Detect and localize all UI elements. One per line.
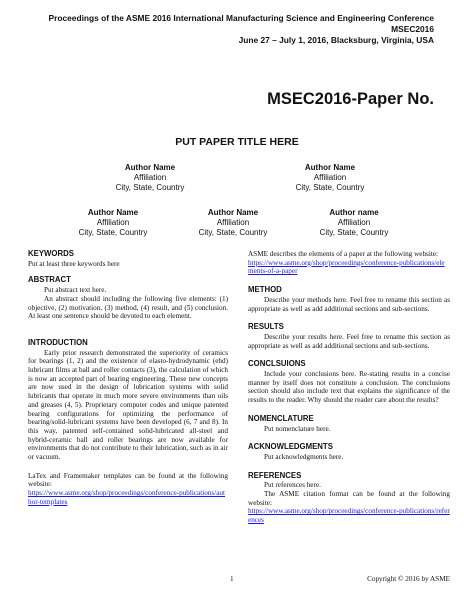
header-line-1: Proceedings of the ASME 2016 International Manufacturing Science and Engineering Conference	[48, 13, 434, 23]
nomenclature-heading: NOMENCLATURE	[248, 413, 314, 423]
paper-title: PUT PAPER TITLE HERE	[175, 136, 299, 148]
results-heading: RESULTS	[248, 322, 284, 332]
acknowledgments-heading: ACKNOWLEDGMENTS	[248, 442, 333, 452]
author-block-1	[85, 163, 215, 193]
author-location: City, State, Country	[198, 228, 268, 237]
author-block-3	[48, 208, 178, 238]
keywords-text: Put at least three keywords here	[28, 259, 120, 268]
author-location: City, State, Country	[78, 228, 148, 237]
author-location: City, State, Country	[319, 228, 389, 237]
author-affiliation: Affiliation	[96, 218, 130, 227]
asme-elements-text: ASME describes the elements of a paper at the following website:	[248, 250, 439, 258]
author-name: Author Name	[124, 163, 176, 172]
author-block-2	[265, 163, 395, 193]
abstract-paragraph-1: Put abstract text here.	[44, 286, 107, 295]
author-affiliation: Affiliation	[133, 173, 167, 182]
latex-templates-text: LaTex and Framemaker templates can be found at the following website:	[28, 471, 228, 489]
header-line-3: June 27 – July 1, 2016, Blacksburg, Virginia, USA	[238, 35, 434, 45]
references-link[interactable]: https://www.asme.org/shop/proceedings/conference-publications/references	[248, 507, 450, 525]
page-number: 1	[230, 575, 234, 583]
abstract-paragraph-2: An abstract should including the following five elements: (1) objective, (2) motivation, (3) method, (4) result, and (5) conclusion. At least one sentence should be devoted to each element.	[28, 294, 228, 321]
results-text: Describe your results here. Feel free to rename this section as appropriate as well as add additional sections and sub-sections.	[248, 332, 450, 350]
copyright: Copyright © 2016 by ASME	[367, 575, 450, 583]
conclusions-text: Include your conclusions here. Re-stating results in a concise manner by itself does not constitute a conclusion. The conclusions section should also include text that explains the significance of the results to the reader. Why should the reader care about the results?	[248, 370, 450, 405]
right-column	[248, 250, 450, 525]
references-text-1: Put references here.	[264, 481, 321, 490]
author-templates-link[interactable]: https://www.asme.org/shop/proceedings/conference-publications/author-templates	[28, 489, 226, 506]
author-block-4	[168, 208, 298, 238]
author-name: Author name	[329, 208, 379, 217]
author-name: Author Name	[304, 163, 356, 172]
conclusions-heading: CONCLSUIONS	[248, 359, 306, 369]
author-affiliation: Affiliation	[337, 218, 371, 227]
elements-of-paper-link[interactable]: https://www.asme.org/shop/proceedings/conference-publications/elements-of-a-paper	[248, 258, 445, 276]
references-heading: REFERENCES	[248, 470, 302, 480]
author-location: City, State, Country	[295, 183, 365, 192]
references-text-2: The ASME citation format can be found at the following website:	[248, 490, 450, 507]
author-block-5	[289, 208, 419, 238]
introduction-heading: INTRODUCTION	[28, 337, 88, 347]
introduction-paragraph: Early prior research demonstrated the superiority of ceramics for bearings (1, 2) and the existence of elasto-hydrodynamic (ehd) lubricant films at ball and roller contacts (3), the calculation of which is now an accepted part of bearing engineering. These new concepts are now used in the design of lubrication systems with solid lubricants that operate in much more severe environments than oils and greases (4, 5). Proprietary computer codes and unique patented bearing configurations for optimizing the performance of bearing/solid-lubricant systems have been developed (6, 7 and 8). In this way, patented self-contained solid-lubricated all-steel and hybrid-ceramic ball and roller bearings are now available for environments that do not contribute to their lubrication, such as in air or vacuum.	[28, 348, 228, 462]
acknowledgments-text: Put acknowledgments here.	[264, 452, 344, 461]
method-text: Describe your methods here. Feel free to rename this section as appropriate as well as add additional sections and sub-sections.	[248, 295, 450, 313]
left-column	[28, 250, 228, 507]
paper-number: MSEC2016-Paper No.	[267, 90, 434, 108]
abstract-heading: ABSTRACT	[28, 275, 71, 285]
keywords-heading: KEYWORDS	[28, 249, 74, 258]
author-name: Author Name	[207, 208, 259, 217]
nomenclature-text: Put nomenclature here.	[264, 424, 331, 433]
proceedings-header	[49, 13, 434, 46]
header-line-2: MSEC2016	[391, 24, 434, 34]
author-name: Author Name	[87, 208, 139, 217]
author-affiliation: Affiliation	[216, 218, 250, 227]
author-affiliation: Affiliation	[313, 173, 347, 182]
method-heading: METHOD	[248, 285, 282, 295]
author-location: City, State, Country	[115, 183, 185, 192]
